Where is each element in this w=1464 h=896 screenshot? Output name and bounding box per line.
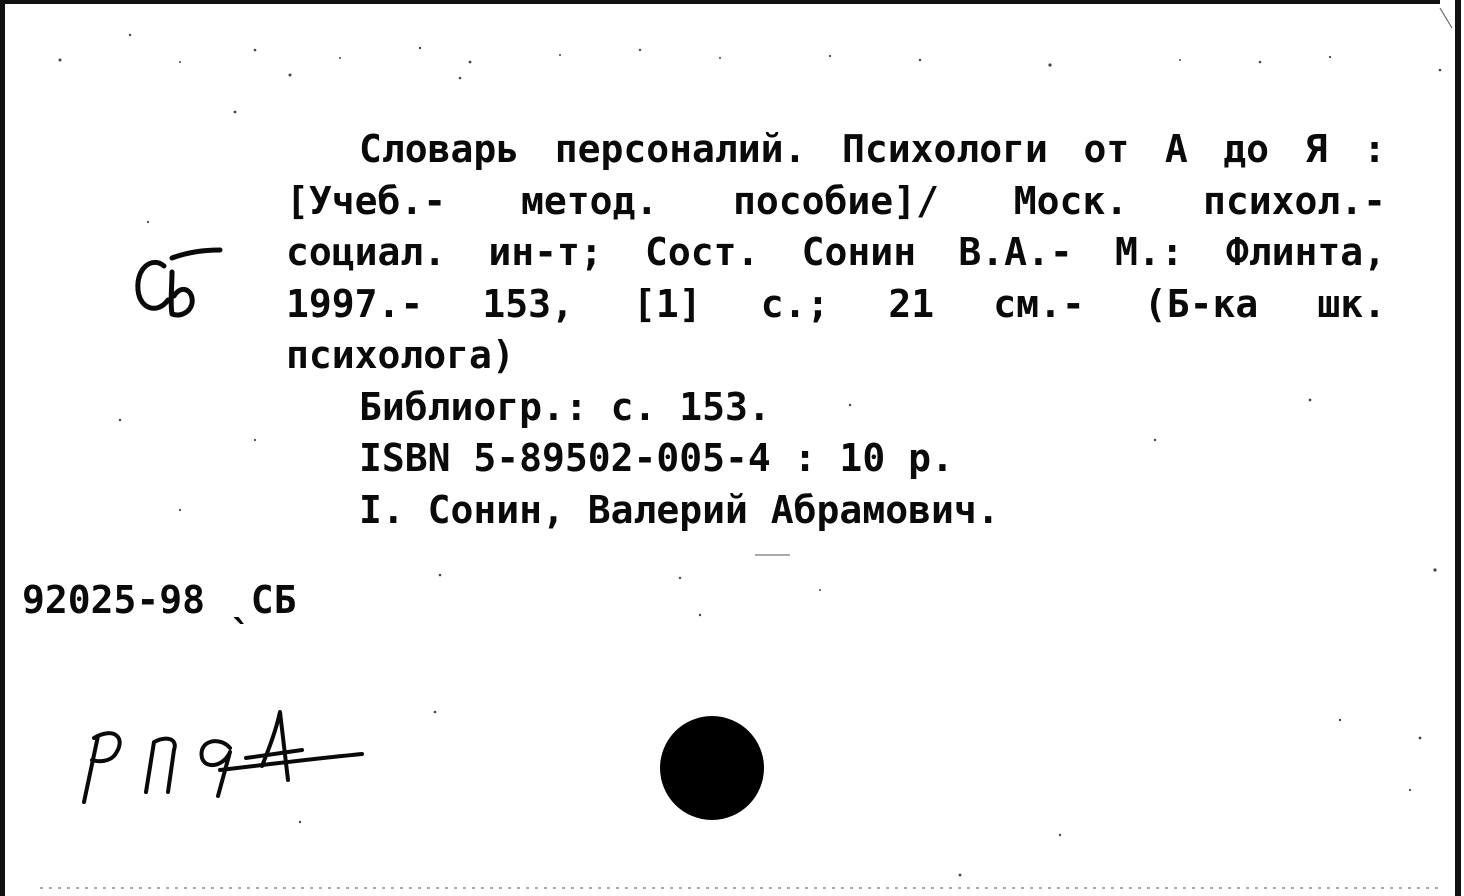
imprint-line: 1997.- 153, [1] с.; 21 см.- (Б-ка шк. — [286, 281, 1386, 326]
card-border-right — [1455, 0, 1461, 896]
card-border-left — [0, 0, 5, 896]
series-line: психолога) — [286, 333, 515, 377]
title-line: Словарь персоналий. Психологи от А до Я : — [359, 127, 1386, 171]
bibliographic-entry — [286, 124, 1386, 536]
punch-hole — [660, 716, 764, 820]
description-line: [Учеб.- метод. пособие]/ Моск. психол.- — [286, 178, 1386, 223]
isbn-price: ISBN 5-89502-005-4 : 10 р. — [359, 436, 954, 480]
card-border-top — [0, 0, 1440, 4]
handwritten-code — [70, 700, 380, 820]
added-entry: I. Сонин, Валерий Абрамович. — [359, 487, 1000, 532]
description-line: социал. ин-т; Сост. Сонин В.А.- М.: Флинта, — [286, 230, 1386, 274]
accession-number: 92025-98 ˎСБ — [22, 578, 297, 622]
handwritten-shelf-mark — [128, 238, 228, 323]
bibliography-note: Библиогр.: с. 153. — [359, 384, 771, 429]
